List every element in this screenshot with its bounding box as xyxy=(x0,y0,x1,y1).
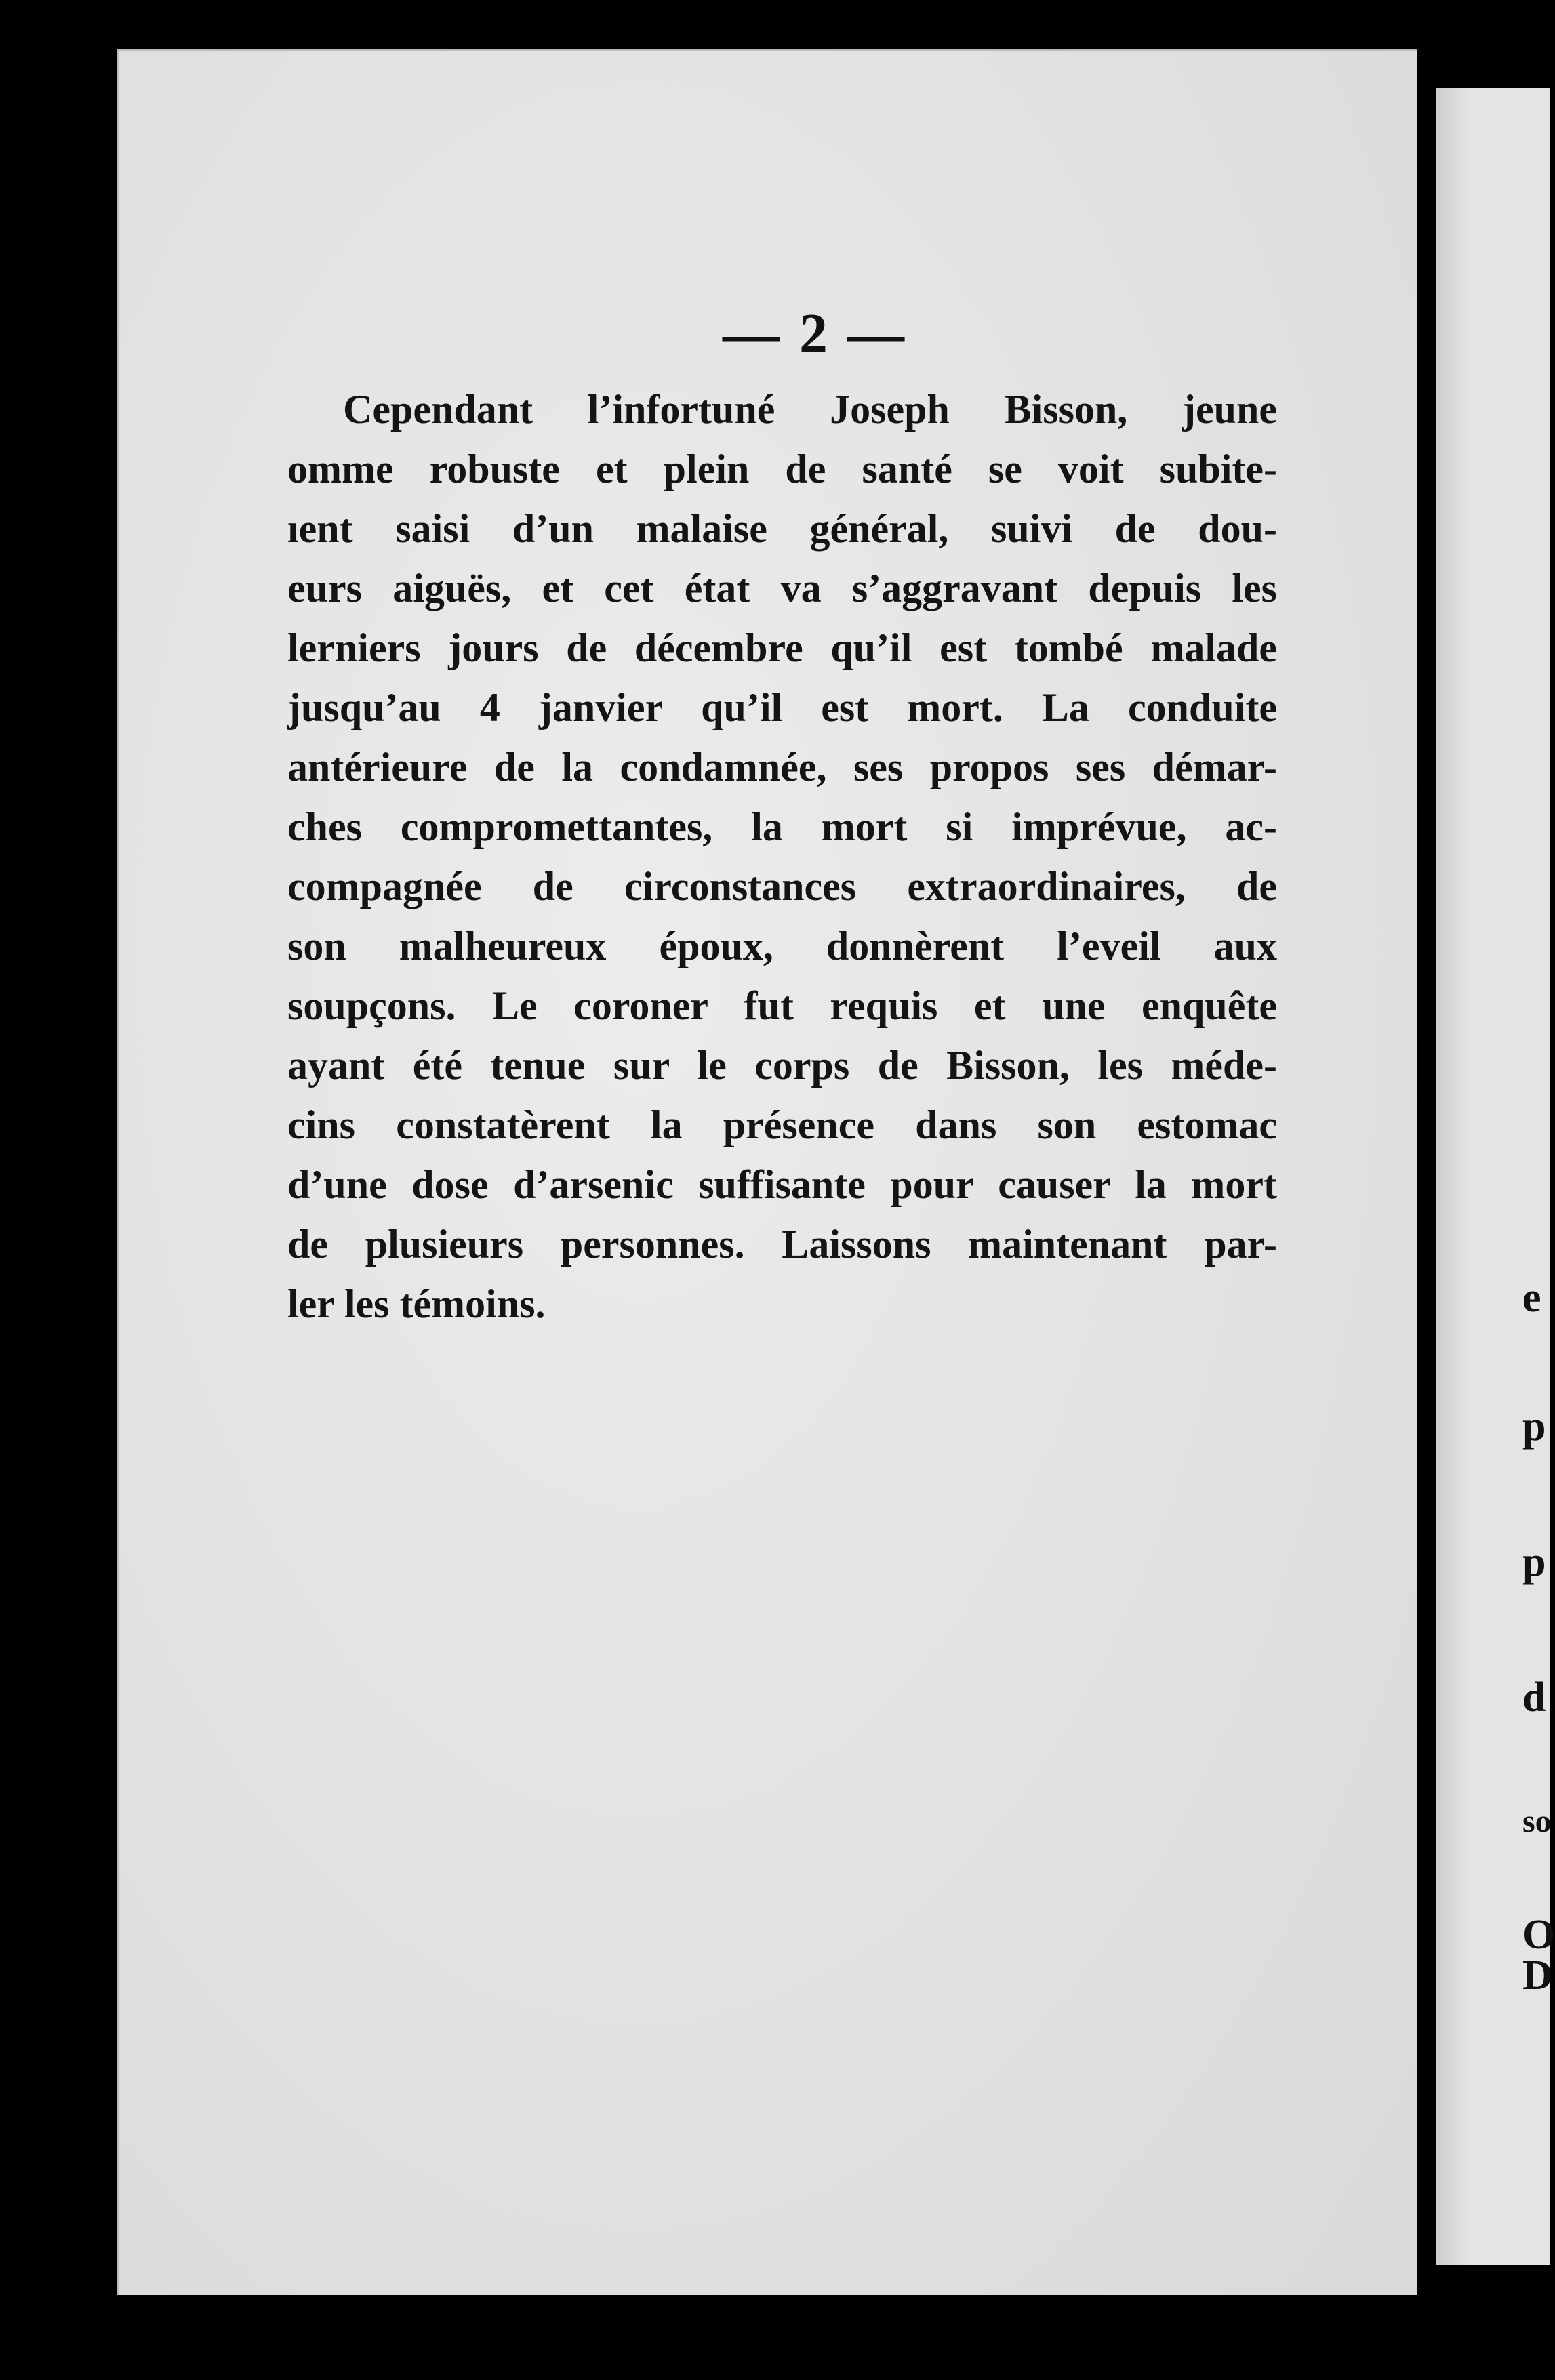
text-line: d’une dose d’arsenic suffisante pour causer la mort xyxy=(287,1162,1277,1207)
facing-page-fragment: p xyxy=(1522,1403,1546,1450)
book-gutter xyxy=(1415,49,1436,2380)
text-line: ches compromettantes, la mort si imprévue, ac- xyxy=(287,804,1277,849)
facing-page-fragment: d xyxy=(1522,1675,1546,1721)
text-line: lerniers jours de décembre qu’il est tombé malade xyxy=(287,625,1277,670)
text-line: compagnée de circonstances extraordinaires, de xyxy=(287,864,1277,909)
text-line: jusqu’au 4 janvier qu’il est mort. La conduite xyxy=(287,685,1277,730)
text-line: cins constatèrent la présence dans son estomac xyxy=(287,1103,1277,1147)
text-line: son malheureux époux, donnèrent l’eveil aux xyxy=(287,924,1277,968)
page-number: — 2 — xyxy=(723,302,907,365)
text-line: soupçons. Le coroner fut requis et une enquête xyxy=(287,983,1277,1028)
text-line: antérieure de la condamnée, ses propos ses démar- xyxy=(287,745,1277,789)
text-line: omme robuste et plein de santé se voit subite- xyxy=(287,447,1277,491)
text-line: ayant été tenue sur le corps de Bisson, les méde- xyxy=(287,1043,1277,1088)
text-line: ıent saisi d’un malaise général, suivi de dou- xyxy=(287,506,1277,551)
text-line: ler les témoins. xyxy=(287,1281,546,1326)
facing-page-fragment: O xyxy=(1522,1912,1555,1958)
facing-page-fragment: D xyxy=(1522,1952,1553,1998)
text-line: eurs aiguës, et cet état va s’aggravant depuis les xyxy=(287,566,1277,611)
body-paragraph xyxy=(287,379,1277,1334)
text-line: Cependant l’infortuné Joseph Bisson, jeune xyxy=(343,387,1277,432)
facing-page-fragment: e xyxy=(1522,1275,1541,1321)
facing-page-fragment: p xyxy=(1522,1539,1546,1585)
text-line: de plusieurs personnes. Laissons maintenant par- xyxy=(287,1222,1277,1267)
facing-page-fragment: so xyxy=(1522,1803,1552,1839)
